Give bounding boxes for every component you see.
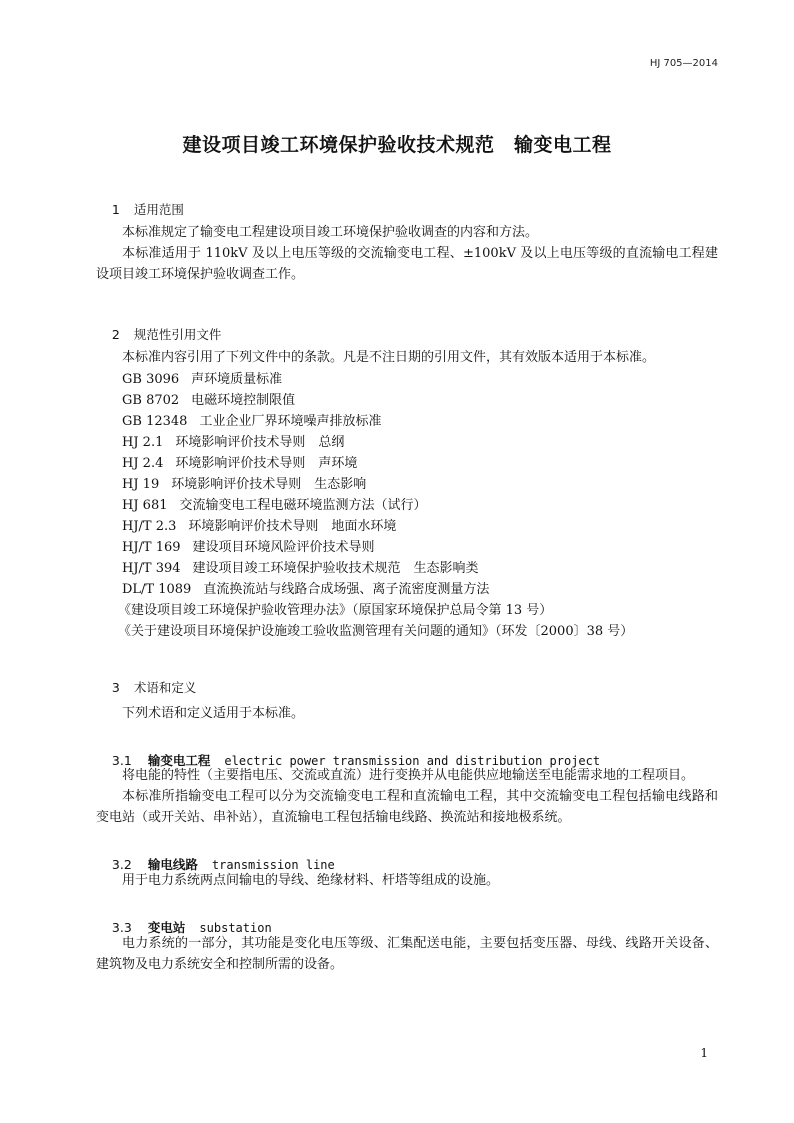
reference-item xyxy=(122,453,357,474)
document-title: 建设项目竣工环境保护验收技术规范 输变电工程 xyxy=(182,134,612,156)
reference-title: 建设项目环境风险评价技术导则 xyxy=(192,540,375,555)
section-title: 术语和定义 xyxy=(133,680,197,695)
reference-item xyxy=(122,579,489,600)
section-title: 适用范围 xyxy=(133,202,184,217)
reference-title: 直流换流站与线路合成场强、离子流密度测量方法 xyxy=(203,582,490,597)
reference-item xyxy=(122,474,366,495)
paragraph: 将电能的特性（主要指电压、交流或直流）进行变换并从电能供应地输送至电能需求地的工程项目。 xyxy=(122,768,695,783)
reference-code: HJ 2.4 xyxy=(122,456,164,471)
section-title: 规范性引用文件 xyxy=(133,327,222,342)
reference-title: 环境影响评价技术导则 地面水环境 xyxy=(188,519,397,534)
page-number: 1 xyxy=(700,1046,708,1060)
standard-code: HJ 705—2014 xyxy=(649,58,718,69)
paragraph: 电力系统的一部分，其功能是变化电压等级、汇集配送电能，主要包括变压器、母线、线路开关设备、建筑物及电力系统安全和控制所需的设备。 xyxy=(96,936,718,972)
reference-title: 工业企业厂界环境噪声排放标准 xyxy=(199,414,382,429)
term-number: 3.2 xyxy=(111,857,132,872)
reference-title: 环境影响评价技术导则 生态影响 xyxy=(171,477,367,492)
reference-item xyxy=(122,516,396,537)
term-number: 3.1 xyxy=(111,753,132,768)
reference-item xyxy=(122,495,427,516)
reference-code: DL/T 1089 xyxy=(122,582,192,597)
paragraph: 本标准所指输变电工程可以分为交流输变电工程和直流输电工程，其中交流输变电工程包括输电线路和变电站（或开关站、串补站），直流输电工程包括输电线路、换流站和接地极系统。 xyxy=(96,789,718,825)
reference-code: HJ/T 394 xyxy=(122,561,181,576)
paragraph: 本标准适用于 110kV 及以上电压等级的交流输变电工程、±100kV 及以上电压等级的直流输电工程建设项目竣工环境保护验收调查工作。 xyxy=(96,246,718,282)
term-cn: 输电线路 xyxy=(147,857,198,872)
section-number: 2 xyxy=(111,327,120,342)
reference-item xyxy=(122,411,381,432)
section-number: 1 xyxy=(111,202,120,217)
reference-item xyxy=(122,390,295,411)
reference-item: 《建设项目竣工环境保护验收管理办法》（原国家环境保护总局令第 13 号） xyxy=(118,603,553,618)
reference-code: GB 8702 xyxy=(122,393,180,408)
reference-item: 《关于建设项目环境保护设施竣工验收监测管理有关问题的通知》（环发〔2000〕38 号） xyxy=(118,624,634,639)
reference-item xyxy=(122,558,479,579)
term-number: 3.3 xyxy=(111,920,132,935)
reference-title: 声环境质量标准 xyxy=(191,372,283,387)
reference-title: 环境影响评价技术导则 声环境 xyxy=(175,456,358,471)
reference-item xyxy=(122,432,344,453)
reference-code: HJ 2.1 xyxy=(122,435,164,450)
reference-item xyxy=(122,369,282,390)
reference-code: HJ 19 xyxy=(122,477,160,492)
paragraph: 本标准内容引用了下列文件中的条款。凡是不注日期的引用文件，其有效版本适用于本标准。 xyxy=(122,350,656,365)
reference-code: GB 12348 xyxy=(122,414,188,429)
term-en: electric power transmission and distribution project xyxy=(224,754,601,768)
section-number: 3 xyxy=(111,680,120,695)
reference-title: 建设项目竣工环境保护验收技术规范 生态影响类 xyxy=(192,561,479,576)
term-en: substation xyxy=(199,921,272,935)
reference-code: GB 3096 xyxy=(122,372,180,387)
term-cn: 变电站 xyxy=(147,920,186,935)
term-en: transmission line xyxy=(211,858,335,872)
reference-title: 环境影响评价技术导则 总纲 xyxy=(175,435,345,450)
reference-title: 交流输变电工程电磁环境监测方法（试行） xyxy=(179,498,427,513)
reference-code: HJ/T 169 xyxy=(122,540,181,555)
paragraph: 下列术语和定义适用于本标准。 xyxy=(122,706,305,721)
reference-code: HJ/T 2.3 xyxy=(122,519,177,534)
paragraph: 用于电力系统两点间输电的导线、绝缘材料、杆塔等组成的设施。 xyxy=(122,873,500,888)
term-cn: 输变电工程 xyxy=(147,753,211,768)
reference-title: 电磁环境控制限值 xyxy=(191,393,296,408)
reference-item xyxy=(122,537,375,558)
paragraph: 本标准规定了输变电工程建设项目竣工环境保护验收调查的内容和方法。 xyxy=(122,225,539,240)
reference-code: HJ 681 xyxy=(122,498,168,513)
